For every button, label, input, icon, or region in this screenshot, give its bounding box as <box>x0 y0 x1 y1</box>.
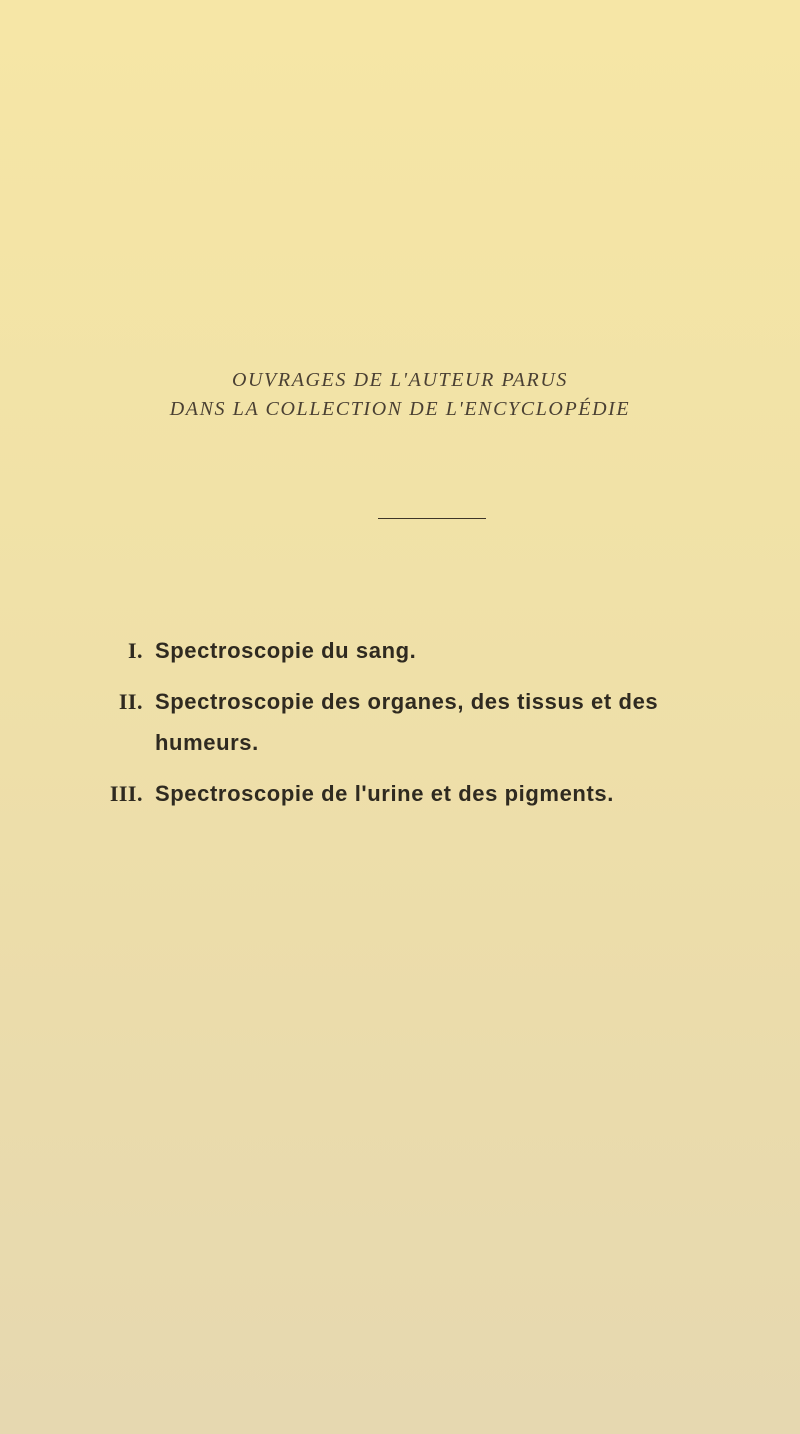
item-numeral: II. <box>118 689 143 714</box>
item-title-continuation: humeurs. <box>155 730 259 755</box>
list-item <box>127 638 417 664</box>
item-title: Spectroscopie du sang. <box>155 638 417 663</box>
item-numeral: I. <box>127 638 143 663</box>
divider-rule <box>378 518 486 519</box>
heading-line-1: OUVRAGES DE L'AUTEUR PARUS <box>231 369 569 391</box>
item-title: Spectroscopie des organes, des tissus et des <box>155 689 659 714</box>
list-item <box>109 781 614 807</box>
list-item <box>118 689 659 715</box>
heading-line-2: DANS LA COLLECTION DE L'ENCYCLOPÉDIE <box>169 398 631 420</box>
list-item-continuation <box>155 730 259 756</box>
item-numeral: III. <box>109 781 143 806</box>
item-title: Spectroscopie de l'urine et des pigments. <box>155 781 614 806</box>
